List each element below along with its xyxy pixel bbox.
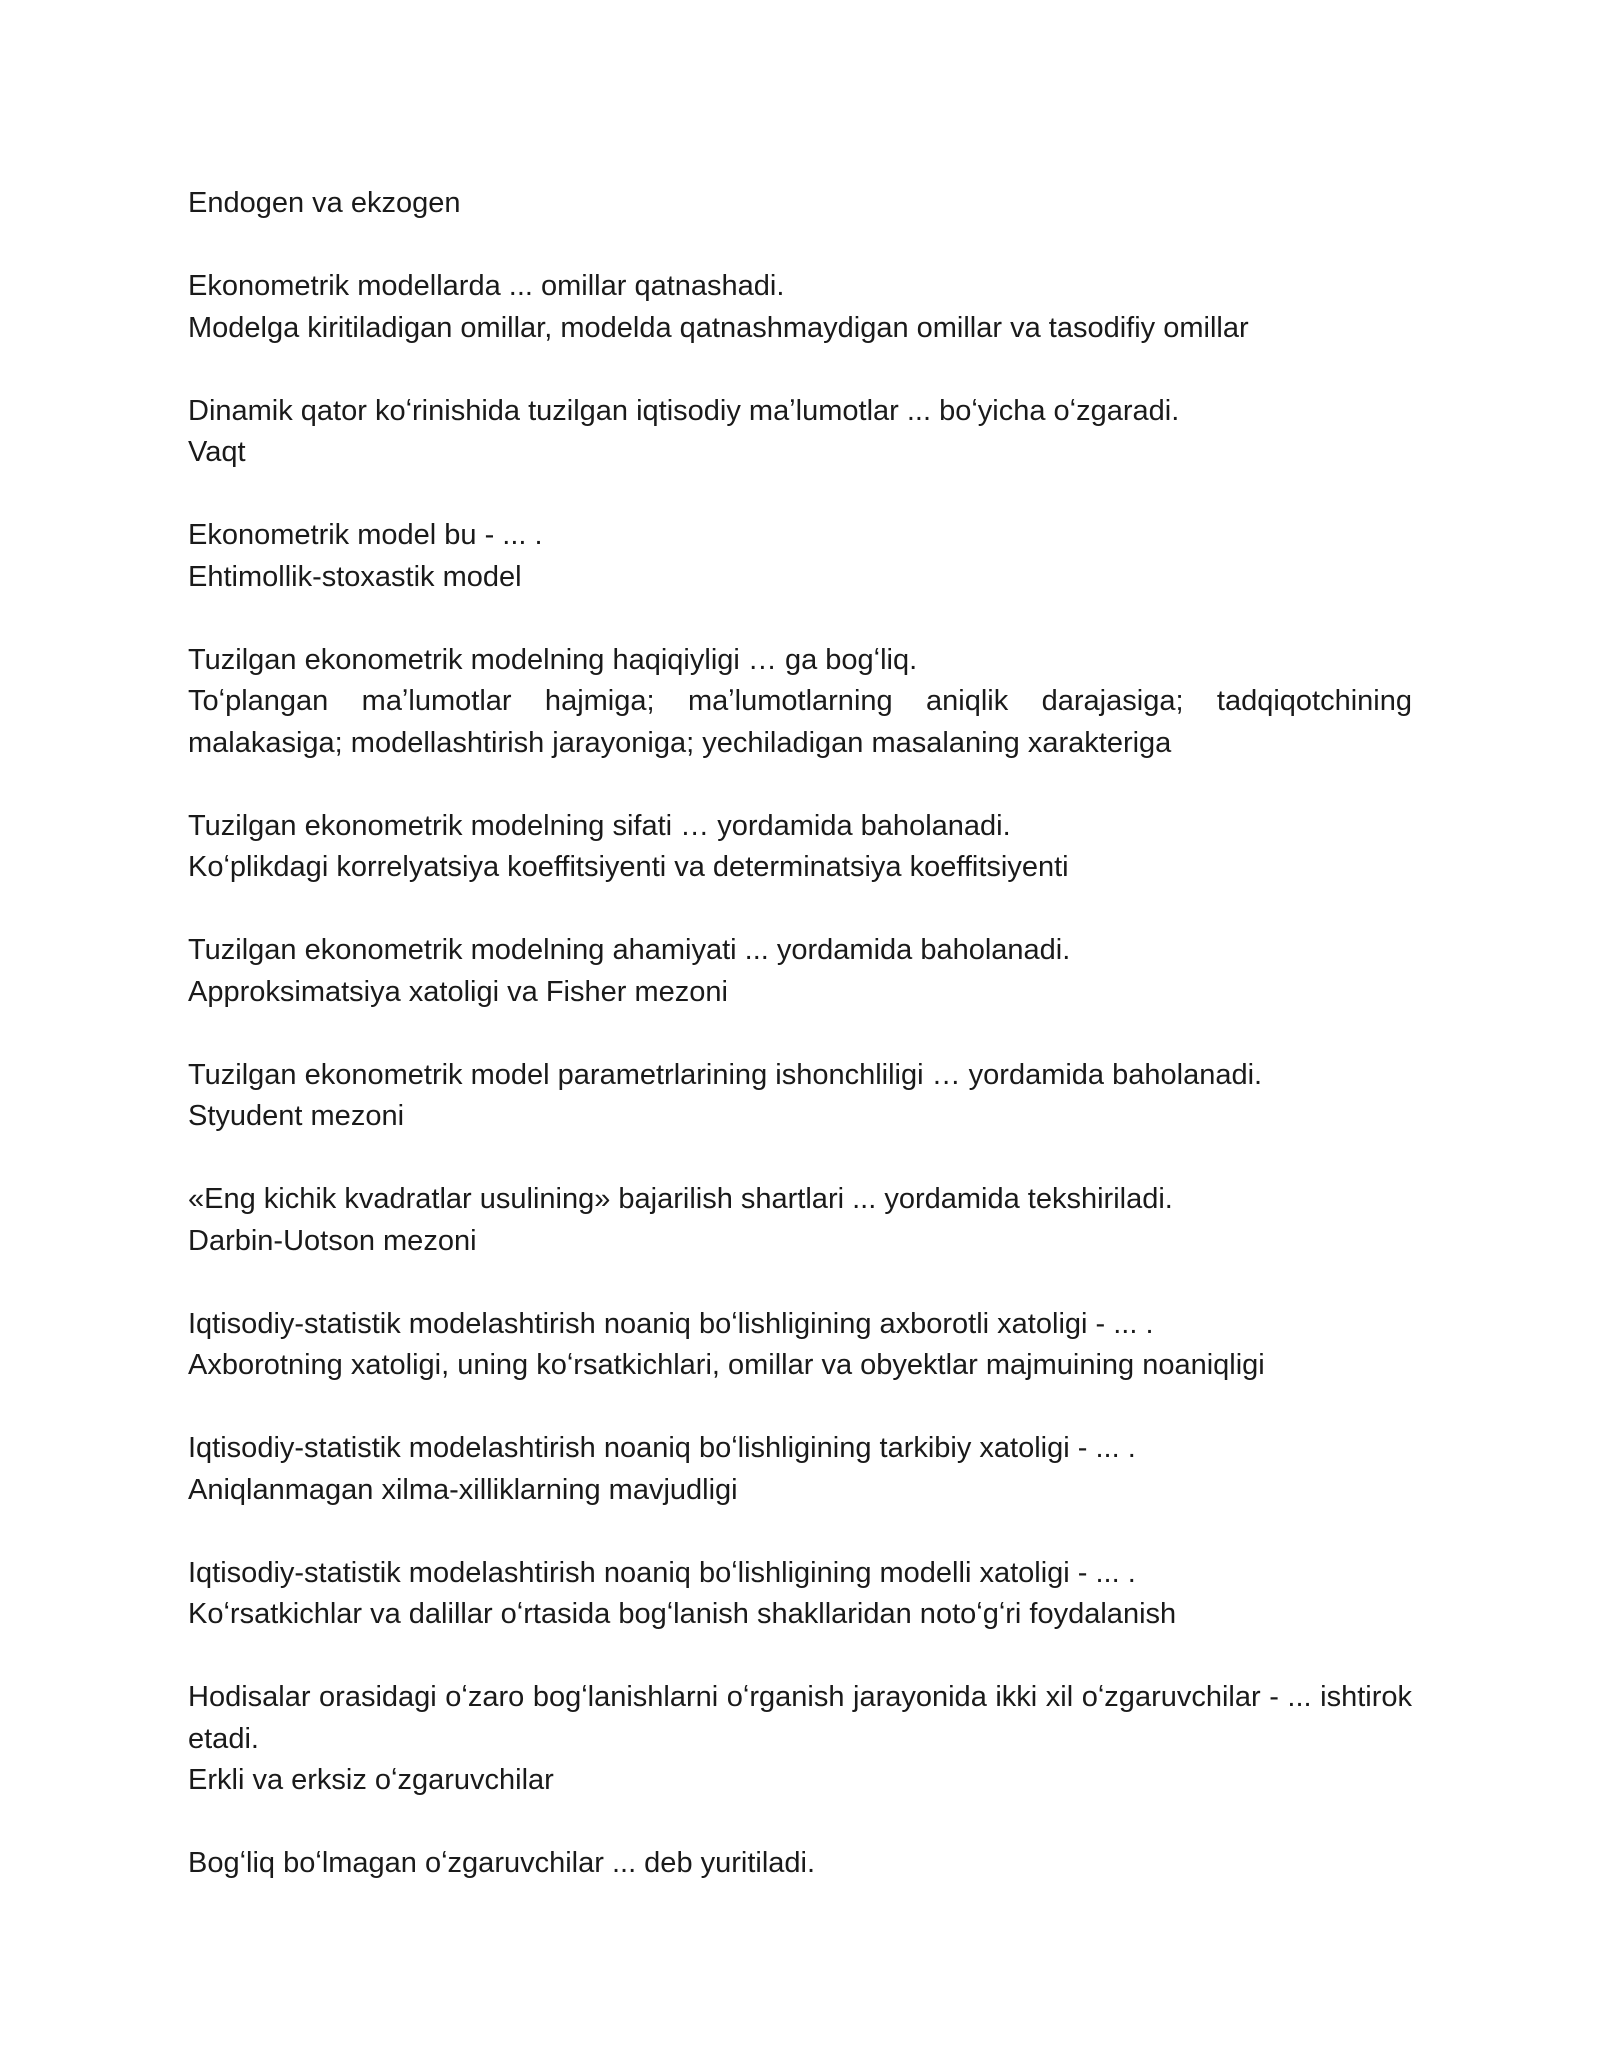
qa-block bbox=[188, 266, 1412, 349]
answer-text: Ehtimollik-stoxastik model bbox=[188, 560, 522, 593]
question-text: Tuzilgan ekonometrik modelning haqiqiyligi … ga bogʻliq. bbox=[188, 643, 918, 676]
question-text: Dinamik qator koʻrinishida tuzilgan iqtisodiy maʼlumotlar ... boʻyicha oʻzgaradi. bbox=[188, 394, 1180, 427]
qa-block bbox=[188, 1553, 1412, 1636]
answer-text: Erkli va erksiz oʻzgaruvchilar bbox=[188, 1764, 554, 1796]
question-text: Iqtisodiy-statistik modelashtirish noaniq boʻlishligining axborotli xatoligi - ... . bbox=[188, 1307, 1154, 1340]
qa-block bbox=[188, 1304, 1412, 1387]
question-text: Tuzilgan ekonometrik model parametrlarining ishonchliligi … yordamida baholanadi. bbox=[188, 1058, 1263, 1091]
question-text: Tuzilgan ekonometrik modelning sifati … yordamida baholanadi. bbox=[188, 809, 1011, 842]
qa-block bbox=[188, 1677, 1412, 1802]
answer-text: Koʻplikdagi korrelyatsiya koeffitsiyenti va determinatsiya koeffitsiyenti bbox=[188, 851, 1069, 883]
document-page bbox=[188, 183, 1412, 1926]
answer-text: Aniqlanmagan xilma-xilliklarning mavjudligi bbox=[188, 1473, 738, 1506]
question-text: Tuzilgan ekonometrik modelning ahamiyati ... yordamida baholanadi. bbox=[188, 934, 1071, 966]
qa-block bbox=[188, 391, 1412, 474]
answer-text: Styudent mezoni bbox=[188, 1100, 405, 1132]
answer-text: Darbin-Uotson mezoni bbox=[188, 1224, 477, 1257]
qa-block bbox=[188, 1428, 1412, 1511]
question-text: Iqtisodiy-statistik modelashtirish noaniq boʻlishligining modelli xatoligi - ... . bbox=[188, 1556, 1136, 1589]
answer-text: Toʻplangan maʼlumotlar hajmiga; maʼlumotlarning aniqlik darajasiga; tadqiqotchining malakasiga; modellashtirish jarayoniga; yechiladigan masalaning xarakteriga bbox=[188, 685, 1412, 759]
qa-block bbox=[188, 1843, 1412, 1885]
question-text: Hodisalar orasidagi oʻzaro bogʻlanishlarni oʻrganish jarayonida ikki xil oʻzgaruvchilar - ... ishtirok etadi. bbox=[188, 1681, 1412, 1755]
qa-block bbox=[188, 806, 1412, 889]
answer-text: Modelga kiritiladigan omillar, modelda qatnashmaydigan omillar va tasodifiy omillar bbox=[188, 311, 1249, 344]
answer-text: Endogen va ekzogen bbox=[188, 187, 461, 219]
question-text: Ekonometrik model bu - ... . bbox=[188, 519, 543, 551]
qa-block bbox=[188, 515, 1412, 598]
qa-block bbox=[188, 183, 1412, 225]
question-text: «Eng kichik kvadratlar usulining» bajarilish shartlari ... yordamida tekshiriladi. bbox=[188, 1183, 1173, 1215]
answer-text: Axborotning xatoligi, uning koʻrsatkichlari, omillar va obyektlar majmuining noaniqligi bbox=[188, 1349, 1265, 1381]
answer-text: Koʻrsatkichlar va dalillar oʻrtasida bogʻlanish shakllaridan notoʻgʻri foydalanish bbox=[188, 1598, 1177, 1630]
answer-text: Vaqt bbox=[188, 436, 246, 468]
qa-block bbox=[188, 640, 1412, 765]
question-text: Bogʻliq boʻlmagan oʻzgaruvchilar ... deb yuritiladi. bbox=[188, 1847, 816, 1879]
qa-block bbox=[188, 1055, 1412, 1138]
question-text: Ekonometrik modellarda ... omillar qatnashadi. bbox=[188, 270, 785, 302]
qa-block bbox=[188, 930, 1412, 1013]
question-text: Iqtisodiy-statistik modelashtirish noaniq boʻlishligining tarkibiy xatoligi - ... . bbox=[188, 1432, 1136, 1464]
answer-text: Approksimatsiya xatoligi va Fisher mezoni bbox=[188, 975, 728, 1008]
qa-block bbox=[188, 1179, 1412, 1262]
